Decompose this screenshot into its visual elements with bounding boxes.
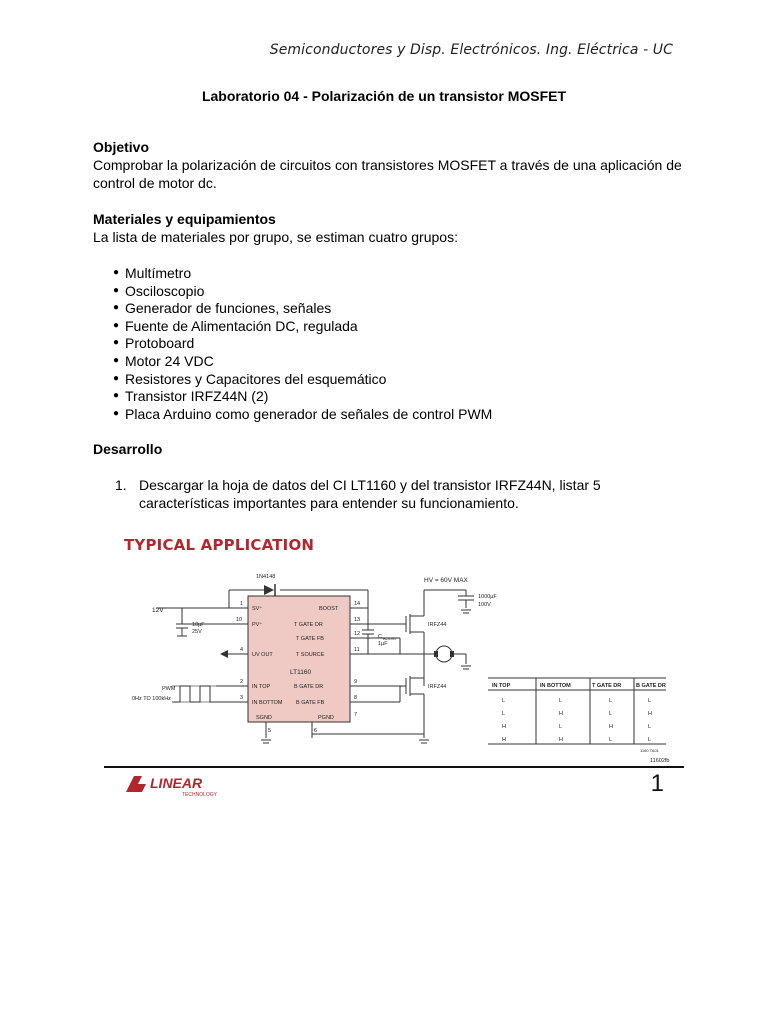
svg-text:1: 1 — [240, 601, 244, 607]
list-item: ● Placa Arduino como generador de señales de control PWM — [93, 405, 683, 423]
svg-text:L: L — [609, 698, 613, 704]
pin-bgatedr: B GATE DR — [294, 684, 324, 690]
step-text: Descargar la hoja de datos del CI LT1160 y del transistor IRFZ44N, listar 5 características importantes para entender su funcionamiento. — [139, 477, 601, 512]
svg-text:L: L — [609, 737, 613, 743]
svg-text:6: 6 — [314, 728, 318, 734]
pin-tgatedr: T GATE DR — [294, 622, 323, 628]
svg-text:H: H — [502, 737, 506, 743]
list-item: ● Transistor IRFZ44N (2) — [93, 387, 683, 405]
list-item: ● Fuente de Alimentación DC, regulada — [93, 317, 683, 335]
list-item: ● Generador de funciones, señales — [93, 299, 683, 317]
hv-label: HV = 60V MAX — [424, 577, 468, 584]
svg-text:L: L — [559, 698, 563, 704]
cap-in-voltage: 25V — [192, 629, 202, 635]
svg-text:H: H — [559, 711, 563, 717]
footer-rule — [104, 766, 684, 768]
svg-text:T GATE DR: T GATE DR — [592, 683, 622, 689]
svg-text:7: 7 — [354, 712, 358, 718]
objetivo-text: Comprobar la polarización de circuitos con transistores MOSFET a través de una aplicación de control de motor dc. — [93, 157, 682, 191]
objetivo-heading: Objetivo — [93, 139, 150, 155]
svg-text:12: 12 — [354, 631, 361, 637]
cap-in-label: 10µF — [192, 622, 205, 628]
svg-text:H: H — [648, 711, 652, 717]
cboost-sub: BOOST — [383, 636, 398, 641]
pwm-freq-label: 0Hz TO 100kHz — [132, 696, 171, 702]
materiales-heading: Materiales y equipamientos — [93, 211, 276, 227]
doc-code: 11602fb — [650, 758, 670, 764]
step-number: 1. — [115, 477, 127, 494]
pin-boost: BOOST — [319, 606, 339, 612]
diode-label: 1N4148 — [256, 574, 276, 580]
svg-text:H: H — [502, 724, 506, 730]
mosfet-top-label: IRFZ44 — [428, 622, 447, 628]
typical-application-figure — [104, 530, 684, 808]
diode-symbol — [264, 585, 274, 595]
document-body — [93, 138, 683, 512]
cap-out-voltage: 100V — [478, 602, 491, 608]
list-item: ● Multímetro — [93, 264, 683, 282]
pin-pv: PV⁺ — [252, 622, 263, 628]
pin-sv: SV⁺ — [252, 606, 263, 612]
motor-symbol — [436, 646, 452, 662]
pin-sgnd: SGND — [256, 715, 272, 721]
list-item: ● Protoboard — [93, 334, 683, 352]
steps-list — [93, 476, 683, 512]
circuit-schematic — [104, 530, 684, 766]
svg-text:L: L — [502, 711, 506, 717]
step-item — [93, 476, 683, 512]
svg-text:H: H — [559, 737, 563, 743]
svg-text:L: L — [648, 698, 652, 704]
document-title: Laboratorio 04 - Polarización de un transistor MOSFET — [201, 88, 567, 104]
linear-technology-logo — [124, 772, 244, 800]
svg-text:H: H — [609, 724, 613, 730]
svg-text:8: 8 — [354, 695, 358, 701]
pwm-label: PWM — [162, 686, 176, 692]
svg-text:LINEAR: LINEAR — [150, 775, 203, 791]
page-number: 1 — [650, 770, 664, 797]
mosfet-bottom-label: IRFZ44 — [428, 684, 447, 690]
list-item: ● Resistores y Capacitores del esquemático — [93, 370, 683, 388]
supply-label: 12V — [152, 607, 164, 614]
svg-text:L: L — [648, 737, 652, 743]
svg-text:4: 4 — [240, 647, 244, 653]
ic-name: LT1160 — [290, 669, 312, 676]
svg-text:L: L — [502, 698, 506, 704]
svg-text:11: 11 — [354, 647, 360, 653]
svg-text:9: 9 — [354, 679, 358, 685]
pin-pgnd: PGND — [318, 715, 334, 721]
svg-text:5: 5 — [268, 728, 272, 734]
desarrollo-heading: Desarrollo — [93, 441, 163, 458]
figure-title: TYPICAL APPLICATION — [124, 536, 315, 554]
pin-bgatefb: B GATE FB — [296, 700, 325, 706]
svg-text:TECHNOLOGY: TECHNOLOGY — [182, 792, 218, 798]
svg-text:13: 13 — [354, 617, 361, 623]
pwm-waveform — [172, 686, 216, 702]
materiales-intro: La lista de materiales por grupo, se estiman cuatro grupos: — [93, 229, 458, 245]
cboost-label: C — [378, 634, 382, 640]
svg-text:2: 2 — [240, 679, 244, 685]
page-header: Semiconductores y Disp. Electrónicos. Ing. Eléctrica - UC — [269, 42, 673, 58]
pin-intop: IN TOP — [252, 684, 271, 690]
pin-inbottom: IN BOTTOM — [252, 700, 283, 706]
svg-text:IN BOTTOM: IN BOTTOM — [540, 683, 571, 689]
truth-table — [488, 678, 666, 744]
pin-tsource: T SOURCE — [296, 652, 325, 658]
svg-text:10: 10 — [236, 617, 243, 623]
cap-out-label: 1000µF — [478, 594, 497, 600]
list-item: ● Motor 24 VDC — [93, 352, 683, 370]
materials-list — [93, 264, 683, 422]
list-item: ● Osciloscopio — [93, 282, 683, 300]
cboost-value: 1µF — [378, 641, 388, 647]
svg-text:L: L — [648, 724, 652, 730]
svg-text:3: 3 — [240, 695, 244, 701]
svg-text:IN TOP: IN TOP — [492, 683, 511, 689]
ref-code: 1160 TA01 — [640, 748, 659, 753]
svg-text:L: L — [609, 711, 613, 717]
svg-text:14: 14 — [354, 601, 361, 607]
svg-text:B GATE DR: B GATE DR — [636, 683, 666, 689]
svg-text:L: L — [559, 724, 563, 730]
pin-tgatefb: T GATE FB — [296, 636, 324, 642]
pin-uvout: UV OUT — [252, 652, 273, 658]
